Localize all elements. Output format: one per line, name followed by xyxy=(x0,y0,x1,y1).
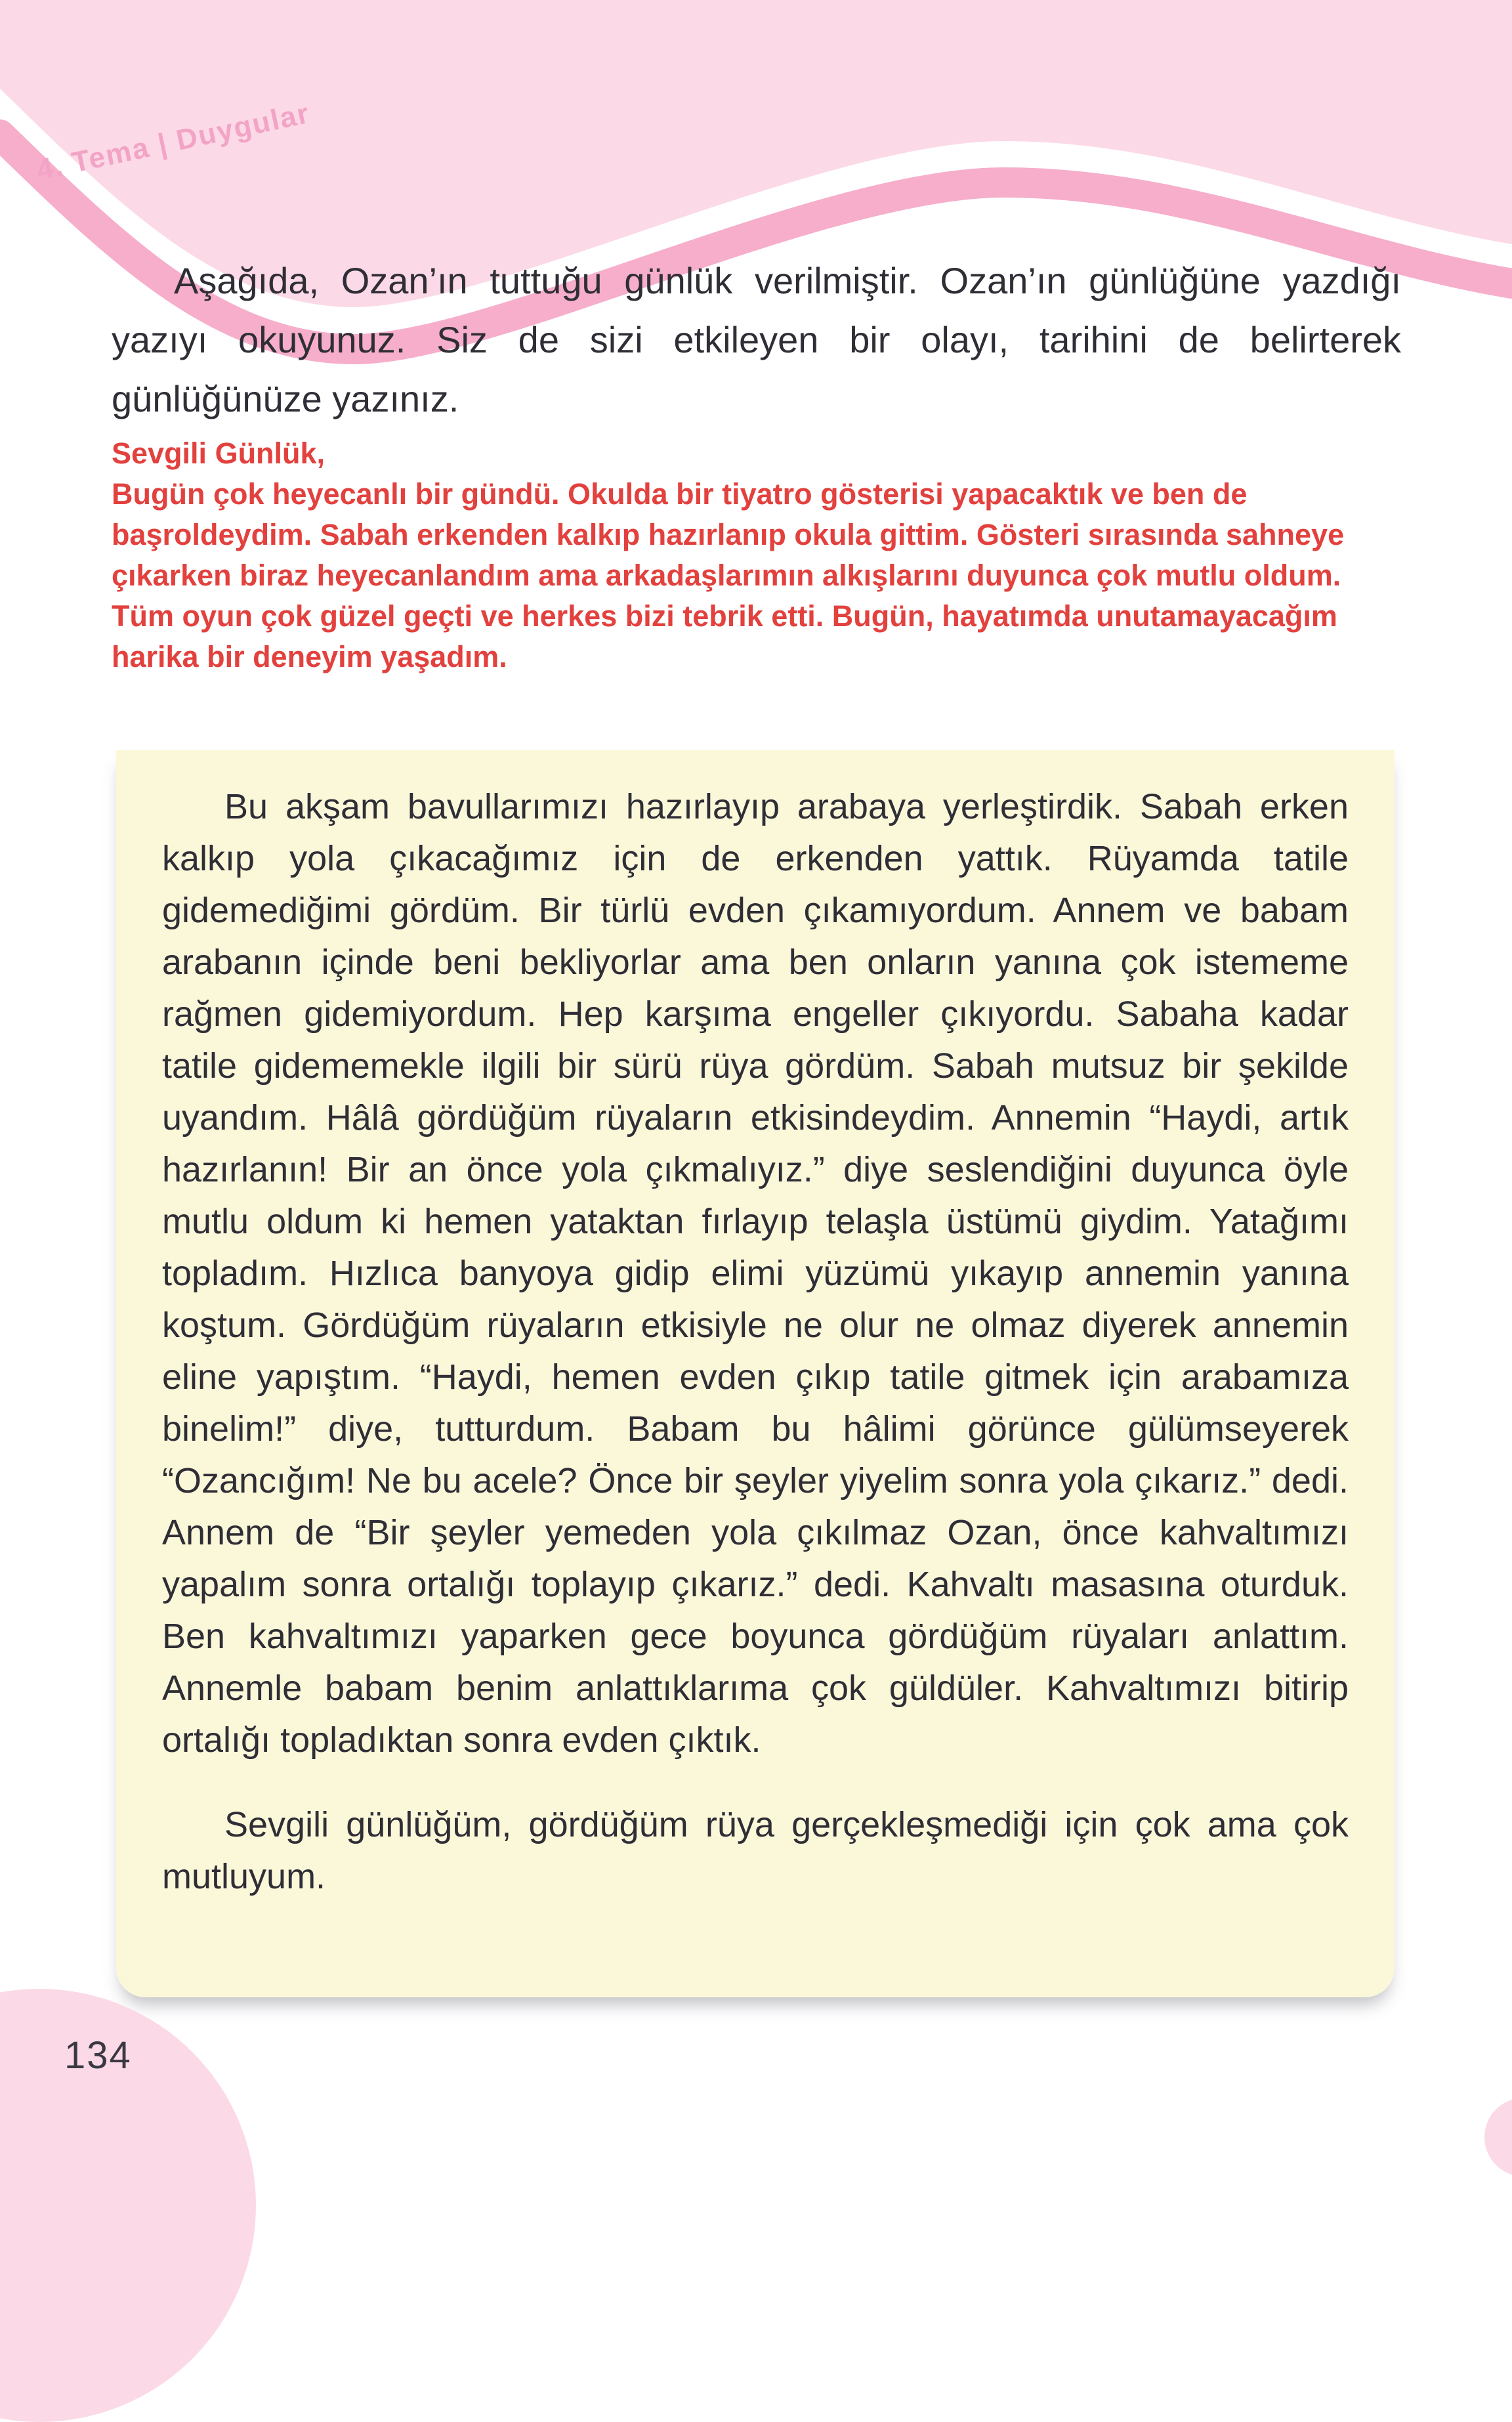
theme-label: 4. Tema | Duygular xyxy=(33,96,313,187)
page-number: 134 xyxy=(64,2034,132,2077)
diary-red-body: Bugün çok heyecanlı bir gündü. Okulda bir tiyatro gösterisi yapacaktık ve ben de başroldeydim. Sabah erkenden kalkıp hazırlanıp okula gittim. Gösteri sırasında sahneye çıkarken biraz heyecanlandım ama arkadaşlarımın alkışlarını duyunca çok mutlu oldum. Tüm oyun çok güzel geçti ve herkes bizi tebrik etti. Bugün, hayatımda unutamayacağım harika bir deneyim yaşadım. xyxy=(112,477,1345,673)
diary-note-paragraph-1: Bu akşam bavullarımızı hazırlayıp arabaya yerleştirdik. Sabah erken kalkıp yola çıkacağımız için de erkenden yattık. Rüyamda tatile gidemediğimi gördüm. Bir türlü evden çıkamıyordum. Annem ve babam arabanın içinde beni bekliyorlar ama ben onların yanına çok istememe rağmen gidemiyordum. Hep karşıma engeller çıkıyordu. Sabaha kadar tatile gidememekle ilgili bir sürü rüya gördüm. Sabah mutsuz bir şekilde uyandım. Hâlâ gördüğüm rüyaların etkisindeydim. Annemin “Haydi, artık hazırlanın! Bir an önce yola çıkmalıyız.” diye seslendiğini duyunca öyle mutlu oldum ki hemen yataktan fırlayıp telaşla üstümü giydim. Yatağımı topladım. Hızlıca banyoya gidip elimi yüzümü yıkayıp annemin yanına koştum. Gördüğüm rüyaların etkisiyle ne olur ne olmaz diyerek annemin eline yapıştım. “Haydi, hemen evden çıkıp tatile gitmek için arabamıza binelim!” diye, tutturdum. Babam bu hâlimi görünce gülümseyerek “Ozancığım! Ne bu acele? Önce bir şeyler yiyelim sonra yola çıkarız.” dedi. Annem de “Bir şeyler yemeden yola çıkılmaz Ozan, önce kahvaltımızı yapalım sonra ortalığı toplayıp çıkarız.” dedi. Kahvaltı masasına oturduk. Ben kahvaltımızı yaparken gece boyunca gördüğüm rüyaları anlattım. Annemle babam benim anlattıklarıma çok güldüler. Kahvaltımızı bitirip ortalığı topladıktan sonra evden çıktık. xyxy=(162,787,1349,1760)
diary-note-paragraph-2: Sevgili günlüğüm, gördüğüm rüya gerçekleşmediği için çok ama çok mutluyum. xyxy=(162,1805,1349,1896)
diary-note-box xyxy=(116,750,1395,1997)
corner-accent xyxy=(1484,2098,1512,2177)
intro-paragraph: Aşağıda, Ozan’ın tuttuğu günlük verilmiştir. Ozan’ın günlüğüne yazdığı yazıyı okuyunuz. Siz de sizi etkileyen bir olayı, tarihini de belirterek günlüğünüze yazınız. xyxy=(112,260,1401,419)
diary-entry-red xyxy=(112,433,1408,677)
diary-red-salutation: Sevgili Günlük, xyxy=(112,436,326,470)
